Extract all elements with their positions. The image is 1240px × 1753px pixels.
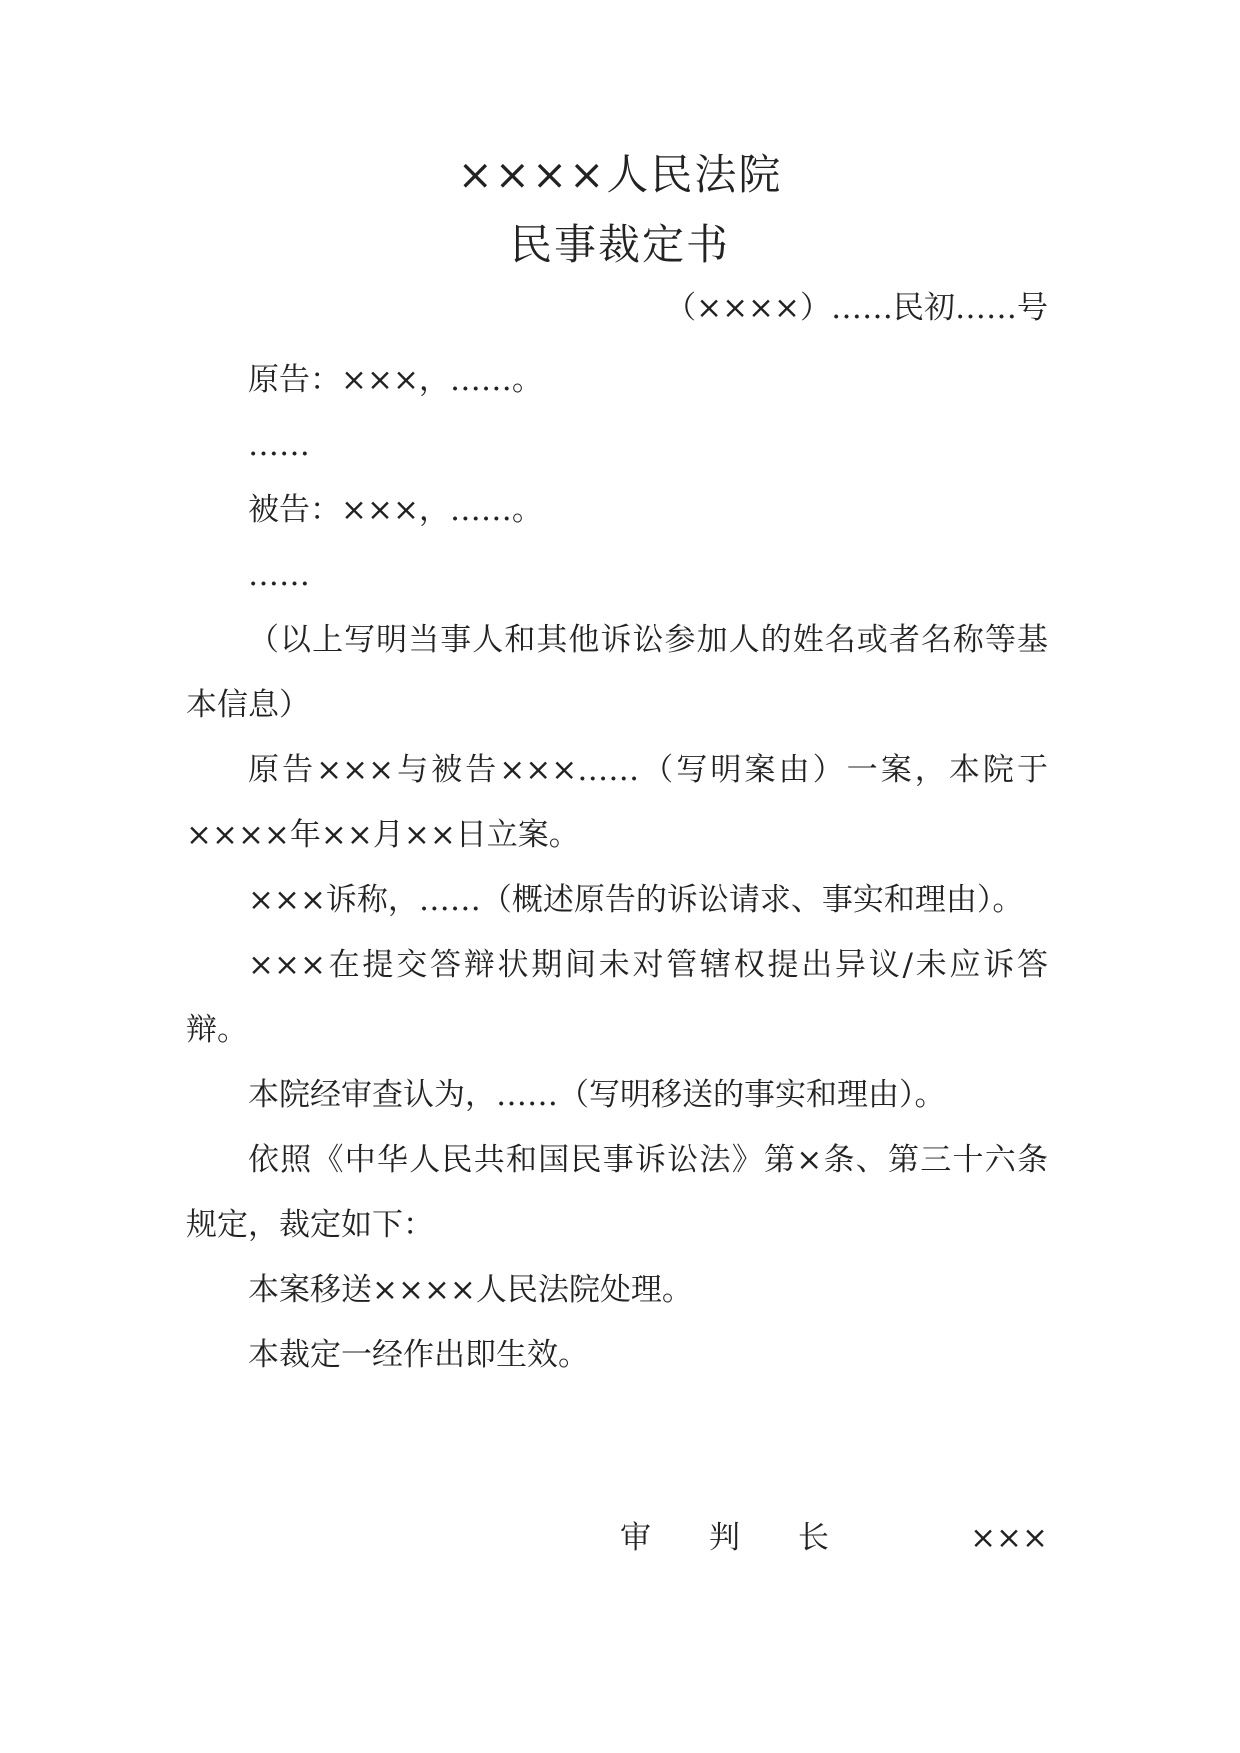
plaintiff-claim-paragraph: ×××诉称，……（概述原告的诉讼请求、事实和理由）。 (248, 882, 1024, 918)
defendant-response-paragraph: ×××在提交答辩状期间未对管辖权提出异议/未应诉答辩。 (186, 947, 1048, 1048)
case-number: （××××）……民初……号 (665, 290, 1048, 326)
case-filing-paragraph: 原告×××与被告×××……（写明案由）一案，本院于××××年××月××日立案。 (186, 752, 1048, 853)
ellipsis-line: …… (248, 427, 310, 463)
ellipsis-line: …… (248, 557, 310, 593)
parties-note-paragraph: （以上写明当事人和其他诉讼参加人的姓名或者名称等基本信息） (186, 622, 1048, 723)
effectiveness-paragraph: 本裁定一经作出即生效。 (248, 1337, 589, 1373)
ruling-paragraph: 本案移送××××人民法院处理。 (248, 1272, 693, 1308)
presiding-judge-name: ××× (970, 1520, 1048, 1556)
document-type-title: 民事裁定书 (509, 220, 730, 269)
legal-basis-paragraph: 依照《中华人民共和国民事诉讼法》第×条、第三十六条规定，裁定如下： (186, 1142, 1048, 1243)
document-body (186, 348, 1048, 1388)
defendant-line: 被告：×××，……。 (248, 492, 543, 528)
plaintiff-line: 原告：×××，……。 (248, 362, 543, 398)
court-name: ××××人民法院 (457, 150, 783, 199)
presiding-judge-title: 审判长 (620, 1520, 887, 1556)
court-reasoning-paragraph: 本院经审查认为，……（写明移送的事实和理由）。 (248, 1077, 946, 1113)
